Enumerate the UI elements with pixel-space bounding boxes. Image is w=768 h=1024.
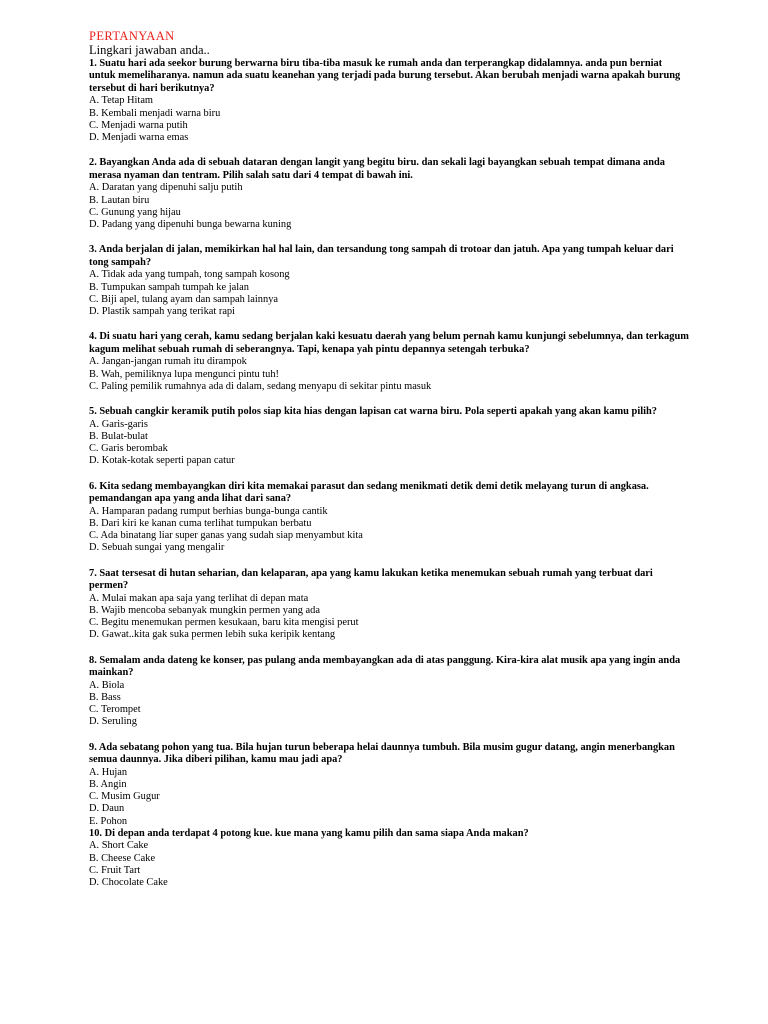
- option-list: [89, 767, 689, 828]
- option-c: C. Menjadi warna putih: [89, 119, 188, 131]
- option-b: B. Lautan biru: [89, 194, 150, 206]
- option-a: A. Tidak ada yang tumpah, tong sampah kosong: [89, 269, 290, 281]
- question-4: [89, 331, 689, 393]
- option-b: B. Kembali menjadi warna biru: [89, 107, 221, 119]
- option-a: A. Hujan: [89, 766, 128, 778]
- option-e: E. Pohon: [89, 815, 128, 827]
- option-c: C. Musim Gugur: [89, 791, 160, 803]
- option-list: [89, 593, 689, 642]
- option-b: B. Dari kiri ke kanan cuma terlihat tumpukan berbatu: [89, 517, 312, 529]
- option-list: [89, 269, 689, 318]
- question-8: [89, 655, 689, 729]
- instructions: Lingkari jawaban anda..: [89, 43, 210, 57]
- question-6: [89, 481, 689, 555]
- question-text: 10. Di depan anda terdapat 4 potong kue. kue mana yang kamu pilih dan sama siapa Anda makan?: [89, 828, 529, 839]
- option-a: A. Hamparan padang rumput berhias bunga-bunga cantik: [89, 505, 328, 517]
- question-text: 3. Anda berjalan di jalan, memikirkan hal hal lain, dan tersandung tong sampah di trotoar dan jatuh. Apa yang tumpah keluar dari tong sampah?: [89, 244, 674, 268]
- option-list: [89, 680, 689, 729]
- option-a: A. Jangan-jangan rumah itu dirampok: [89, 356, 247, 368]
- question-text: 7. Saat tersesat di hutan seharian, dan kelaparan, apa yang kamu lakukan ketika menemukan sebuah rumah yang terbuat dari permen?: [89, 567, 653, 592]
- option-d: D. Plastik sampah yang terikat rapi: [89, 306, 236, 318]
- option-a: A. Tetap Hitam: [89, 95, 154, 107]
- option-c: C. Biji apel, tulang ayam dan sampah lainnya: [89, 293, 279, 305]
- question-1: [89, 58, 689, 144]
- option-d: D. Seruling: [89, 716, 137, 728]
- option-d: D. Gawat..kita gak suka permen lebih suka keripik kentang: [89, 629, 336, 641]
- option-list: [89, 506, 689, 555]
- option-d: D. Daun: [89, 803, 125, 815]
- option-d: D. Sebuah sungai yang mengalir: [89, 542, 225, 554]
- question-2: [89, 157, 689, 231]
- question-text: 9. Ada sebatang pohon yang tua. Bila hujan turun beberapa helai daunnya tumbuh. Bila musim gugur datang, angin menerbangkan semua daunnya. Jika diberi pilihan, kamu mau jadi apa?: [89, 741, 675, 766]
- option-a: A. Daratan yang dipenuhi salju putih: [89, 182, 243, 194]
- question-text: 1. Suatu hari ada seekor burung berwarna biru tiba-tiba masuk ke rumah anda dan terperangkap didalamnya. anda pun berniat untuk memeliharanya. namun ada suatu keanehan yang terjadi pada burung tersebut. Akan berubah menjadi warna apakah burung tersebut di hari berikutnya?: [89, 58, 681, 94]
- option-b: B. Wajib mencoba sebanyak mungkin permen yang ada: [89, 604, 320, 616]
- option-c: C. Gunung yang hijau: [89, 206, 181, 218]
- option-b: B. Wah, pemiliknya lupa mengunci pintu tuh!: [89, 368, 280, 380]
- option-c: C. Terompet: [89, 704, 141, 716]
- option-c: C. Ada binatang liar super ganas yang sudah siap menyambut kita: [89, 530, 363, 542]
- page-title: PERTANYAAN: [89, 29, 175, 43]
- option-a: A. Mulai makan apa saja yang terlihat di depan mata: [89, 592, 309, 604]
- option-b: B. Tumpukan sampah tumpah ke jalan: [89, 281, 249, 293]
- option-list: [89, 840, 689, 889]
- option-a: A. Short Cake: [89, 840, 149, 852]
- option-a: A. Garis-garis: [89, 418, 148, 430]
- option-b: B. Bulat-bulat: [89, 430, 148, 442]
- option-list: [89, 95, 689, 144]
- option-list: [89, 356, 689, 393]
- option-d: D. Chocolate Cake: [89, 877, 168, 889]
- question-9: [89, 742, 689, 828]
- question-text: 4. Di suatu hari yang cerah, kamu sedang berjalan kaki kesuatu daerah yang belum pernah kamu kunjungi sebelumnya, dan terkagum kagum melihat sebuah rumah di seberangnya. Tapi, kenapa yah pintu depannya setengah terbuka?: [89, 331, 689, 355]
- option-b: B. Bass: [89, 691, 121, 703]
- question-text: 8. Semalam anda dateng ke konser, pas pulang anda membayangkan ada di atas panggung. Kira-kira alat musik apa yang ingin anda mainkan?: [89, 654, 681, 679]
- option-c: C. Begitu menemukan permen kesukaan, baru kita mengisi perut: [89, 617, 359, 629]
- option-c: C. Fruit Tart: [89, 865, 141, 876]
- question-7: [89, 568, 689, 642]
- question-text: 5. Sebuah cangkir keramik putih polos siap kita hias dengan lapisan cat warna biru. Pola seperti apakah yang akan kamu pilih?: [89, 406, 657, 418]
- option-list: [89, 182, 689, 231]
- question-text: 2. Bayangkan Anda ada di sebuah dataran dengan langit yang begitu biru. dan sekali lagi bayangkan sebuah tempat dimana anda merasa nyaman dan tentram. Pilih salah satu dari 4 tempat di bawah ini.: [89, 157, 665, 181]
- option-b: B. Cheese Cake: [89, 852, 156, 864]
- question-5: [89, 406, 689, 468]
- option-c: C. Paling pemilik rumahnya ada di dalam, sedang menyapu di sekitar pintu masuk: [89, 380, 432, 392]
- option-d: D. Menjadi warna emas: [89, 132, 189, 144]
- option-a: A. Biola: [89, 679, 125, 691]
- option-list: [89, 419, 689, 468]
- option-d: D. Padang yang dipenuhi bunga bewarna kuning: [89, 219, 292, 231]
- document-body: [89, 29, 689, 890]
- option-b: B. Angin: [89, 778, 127, 790]
- option-c: C. Garis berombak: [89, 443, 168, 455]
- question-text: 6. Kita sedang membayangkan diri kita memakai parasut dan sedang menikmati detik demi detik melayang turun di angkasa. pemandangan apa yang anda lihat dari sana?: [89, 480, 649, 505]
- question-3: [89, 244, 689, 318]
- option-d: D. Kotak-kotak seperti papan catur: [89, 455, 235, 467]
- question-10: [89, 828, 689, 890]
